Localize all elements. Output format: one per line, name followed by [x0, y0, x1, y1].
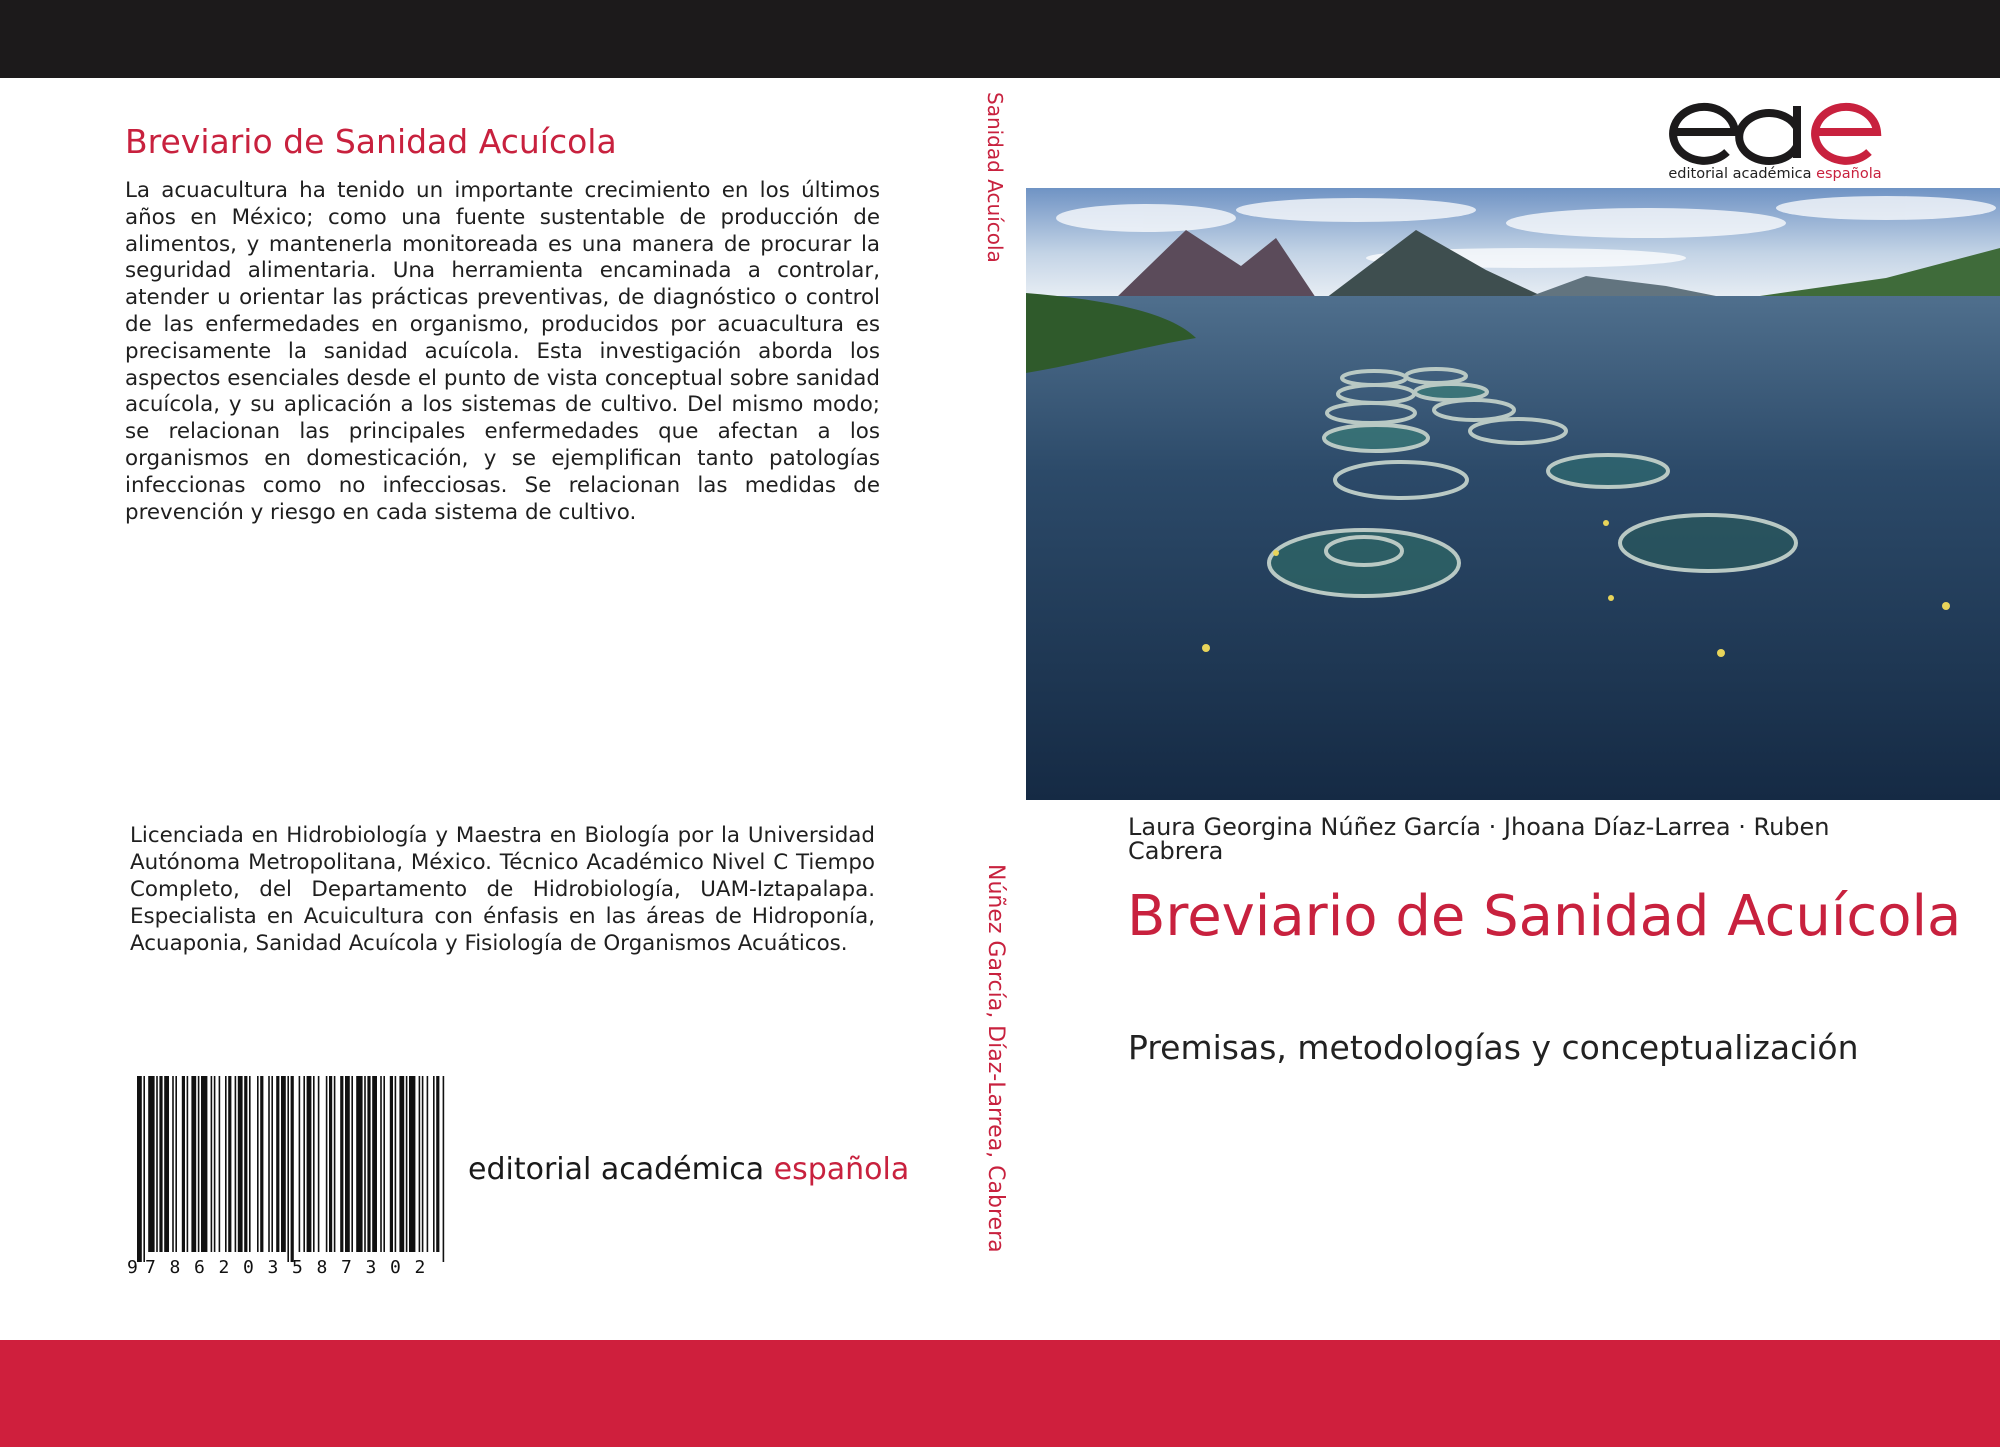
barcode-bar — [372, 1076, 377, 1252]
barcode-bar — [395, 1076, 397, 1252]
barcode-bar — [159, 1076, 162, 1252]
barcode-bar — [329, 1076, 332, 1252]
isbn-digit: 7 — [145, 1257, 156, 1276]
barcode-bar — [228, 1076, 231, 1252]
isbn-digit: 9 — [127, 1257, 138, 1276]
isbn-digit: 8 — [316, 1257, 328, 1276]
isbn-digit: 6 — [194, 1257, 205, 1276]
bottom-band — [0, 1340, 2000, 1447]
isbn-digit: 0 — [390, 1257, 401, 1276]
isbn-digit: 2 — [414, 1257, 426, 1276]
front-title: Breviario de Sanidad Acuícola — [1127, 884, 1962, 949]
barcode-bar — [443, 1076, 445, 1262]
barcode-bar — [433, 1076, 435, 1252]
barcode-bar — [351, 1076, 353, 1252]
barcode-bar — [211, 1076, 213, 1252]
barcode-bar — [356, 1076, 362, 1252]
barcode-bar — [334, 1076, 336, 1252]
barcode-bar — [175, 1076, 177, 1252]
barcode-bar — [307, 1076, 312, 1252]
barcode-bar — [318, 1076, 320, 1252]
barcode-bar — [390, 1076, 393, 1252]
barcode-bar — [148, 1076, 154, 1252]
barcode-bar — [225, 1076, 227, 1252]
barcode-bar — [326, 1076, 328, 1252]
logo-caption-accent: española — [1816, 166, 1882, 182]
back-cover-title: Breviario de Sanidad Acuícola — [125, 122, 617, 161]
barcode-bar — [156, 1076, 158, 1252]
barcode-bar — [287, 1076, 289, 1262]
spine-title: Sanidad Acuícola — [983, 92, 1007, 263]
logo-caption-main: editorial académica — [1668, 166, 1817, 182]
barcode-bar — [340, 1076, 343, 1252]
author-biography: Licenciada en Hidrobiología y Maestra en Biología por la Universidad Autónoma Metropolitana, México. Técnico Académico Nivel C Tiempo Completo, del Departamento de Hidrobiología, UAM-Iztapalapa. Especialista en Acuicultura con énfasis en las áreas de Hidroponía, Acuaponia, Sanidad Acuícola y Fisiología de Organismos Acuáticos. — [130, 823, 875, 956]
barcode-bar — [281, 1076, 286, 1252]
barcode-bar — [214, 1076, 216, 1252]
barcode-bar — [137, 1076, 142, 1262]
barcode-bar — [172, 1076, 174, 1252]
aquaculture-photo — [1026, 188, 2000, 800]
barcode-bar — [364, 1076, 366, 1252]
barcode-bar — [219, 1076, 221, 1252]
barcode-bar — [182, 1076, 185, 1252]
barcode-bar — [380, 1076, 382, 1252]
barcode-bar — [235, 1076, 237, 1252]
barcode-bar — [436, 1076, 439, 1252]
isbn-digit: 7 — [341, 1257, 352, 1276]
barcode-bar — [260, 1076, 263, 1252]
barcode-bar — [191, 1076, 196, 1252]
barcode-bar — [427, 1076, 429, 1252]
isbn-digit: 5 — [292, 1257, 303, 1276]
isbn-digit: 8 — [169, 1257, 181, 1276]
isbn-digit: 0 — [243, 1257, 254, 1276]
publisher-name-main: editorial académica — [468, 1152, 774, 1187]
barcode-bar — [198, 1076, 200, 1252]
barcode-bar — [345, 1076, 350, 1252]
isbn-digit: 2 — [218, 1257, 230, 1276]
barcode-bar — [367, 1076, 370, 1252]
isbn-barcode — [125, 1076, 455, 1276]
barcode-bar — [268, 1076, 270, 1252]
barcode-bar — [143, 1076, 145, 1262]
barcode-bar — [399, 1076, 404, 1252]
barcode-bar — [299, 1076, 301, 1252]
isbn-digit: 3 — [365, 1257, 377, 1276]
barcode-bar — [238, 1076, 243, 1252]
publisher-name-accent: española — [773, 1152, 910, 1187]
barcode-bar — [249, 1076, 251, 1252]
barcode-bar — [271, 1076, 273, 1252]
top-band — [0, 0, 2000, 78]
back-publisher-name — [468, 1152, 909, 1187]
barcode-bar — [291, 1076, 294, 1262]
barcode-bar — [187, 1076, 189, 1252]
barcode-bar — [303, 1076, 305, 1252]
barcode-bar — [244, 1076, 247, 1252]
logo-caption — [1665, 166, 1885, 182]
front-subtitle: Premisas, metodologías y conceptualización — [1128, 1028, 1859, 1067]
barcode-bar — [383, 1076, 385, 1252]
barcode-bar — [276, 1076, 279, 1252]
front-authors: Laura Georgina Núñez García · Jhoana Díaz-Larrea · Ruben Cabrera — [1128, 813, 1830, 865]
back-cover-description: La acuacultura ha tenido un importante crecimiento en los últimos años en México; como una fuente sustentable de producción de alimentos, y mantenerla monitoreada es una manera de procurar la seguridad alimentaria. Una herramienta encaminada a controlar, atender u orientar las prácticas preventivas, de diagnóstico o control de las enfermedades en organismo, producidos por acuacultura es precisamente la sanidad acuícola. Esta investigación aborda los aspectos esenciales desde el punto de vista conceptual sobre sanidad acuícola, y su aplicación a los sistemas de cultivo. Del mismo modo; se relacionan las principales enfermedades que afectan a los organismos en domesticación, y se ejemplifican tanto patologías infeccionas como no infecciosas. Se relacionan las medidas de prevención y riesgo en cada sistema de cultivo. — [125, 178, 880, 525]
barcode-bar — [419, 1076, 421, 1252]
isbn-digit: 3 — [267, 1257, 279, 1276]
spine-authors: Núñez García, Díaz-Larrea, Cabrera — [983, 864, 1008, 1253]
barcode-bar — [406, 1076, 408, 1252]
barcode-bar — [201, 1076, 207, 1252]
barcode-bar — [257, 1076, 259, 1252]
barcode-bar — [164, 1076, 169, 1252]
barcode-bar — [409, 1076, 415, 1252]
barcode-bar — [422, 1076, 424, 1252]
barcode-bar — [313, 1076, 315, 1252]
